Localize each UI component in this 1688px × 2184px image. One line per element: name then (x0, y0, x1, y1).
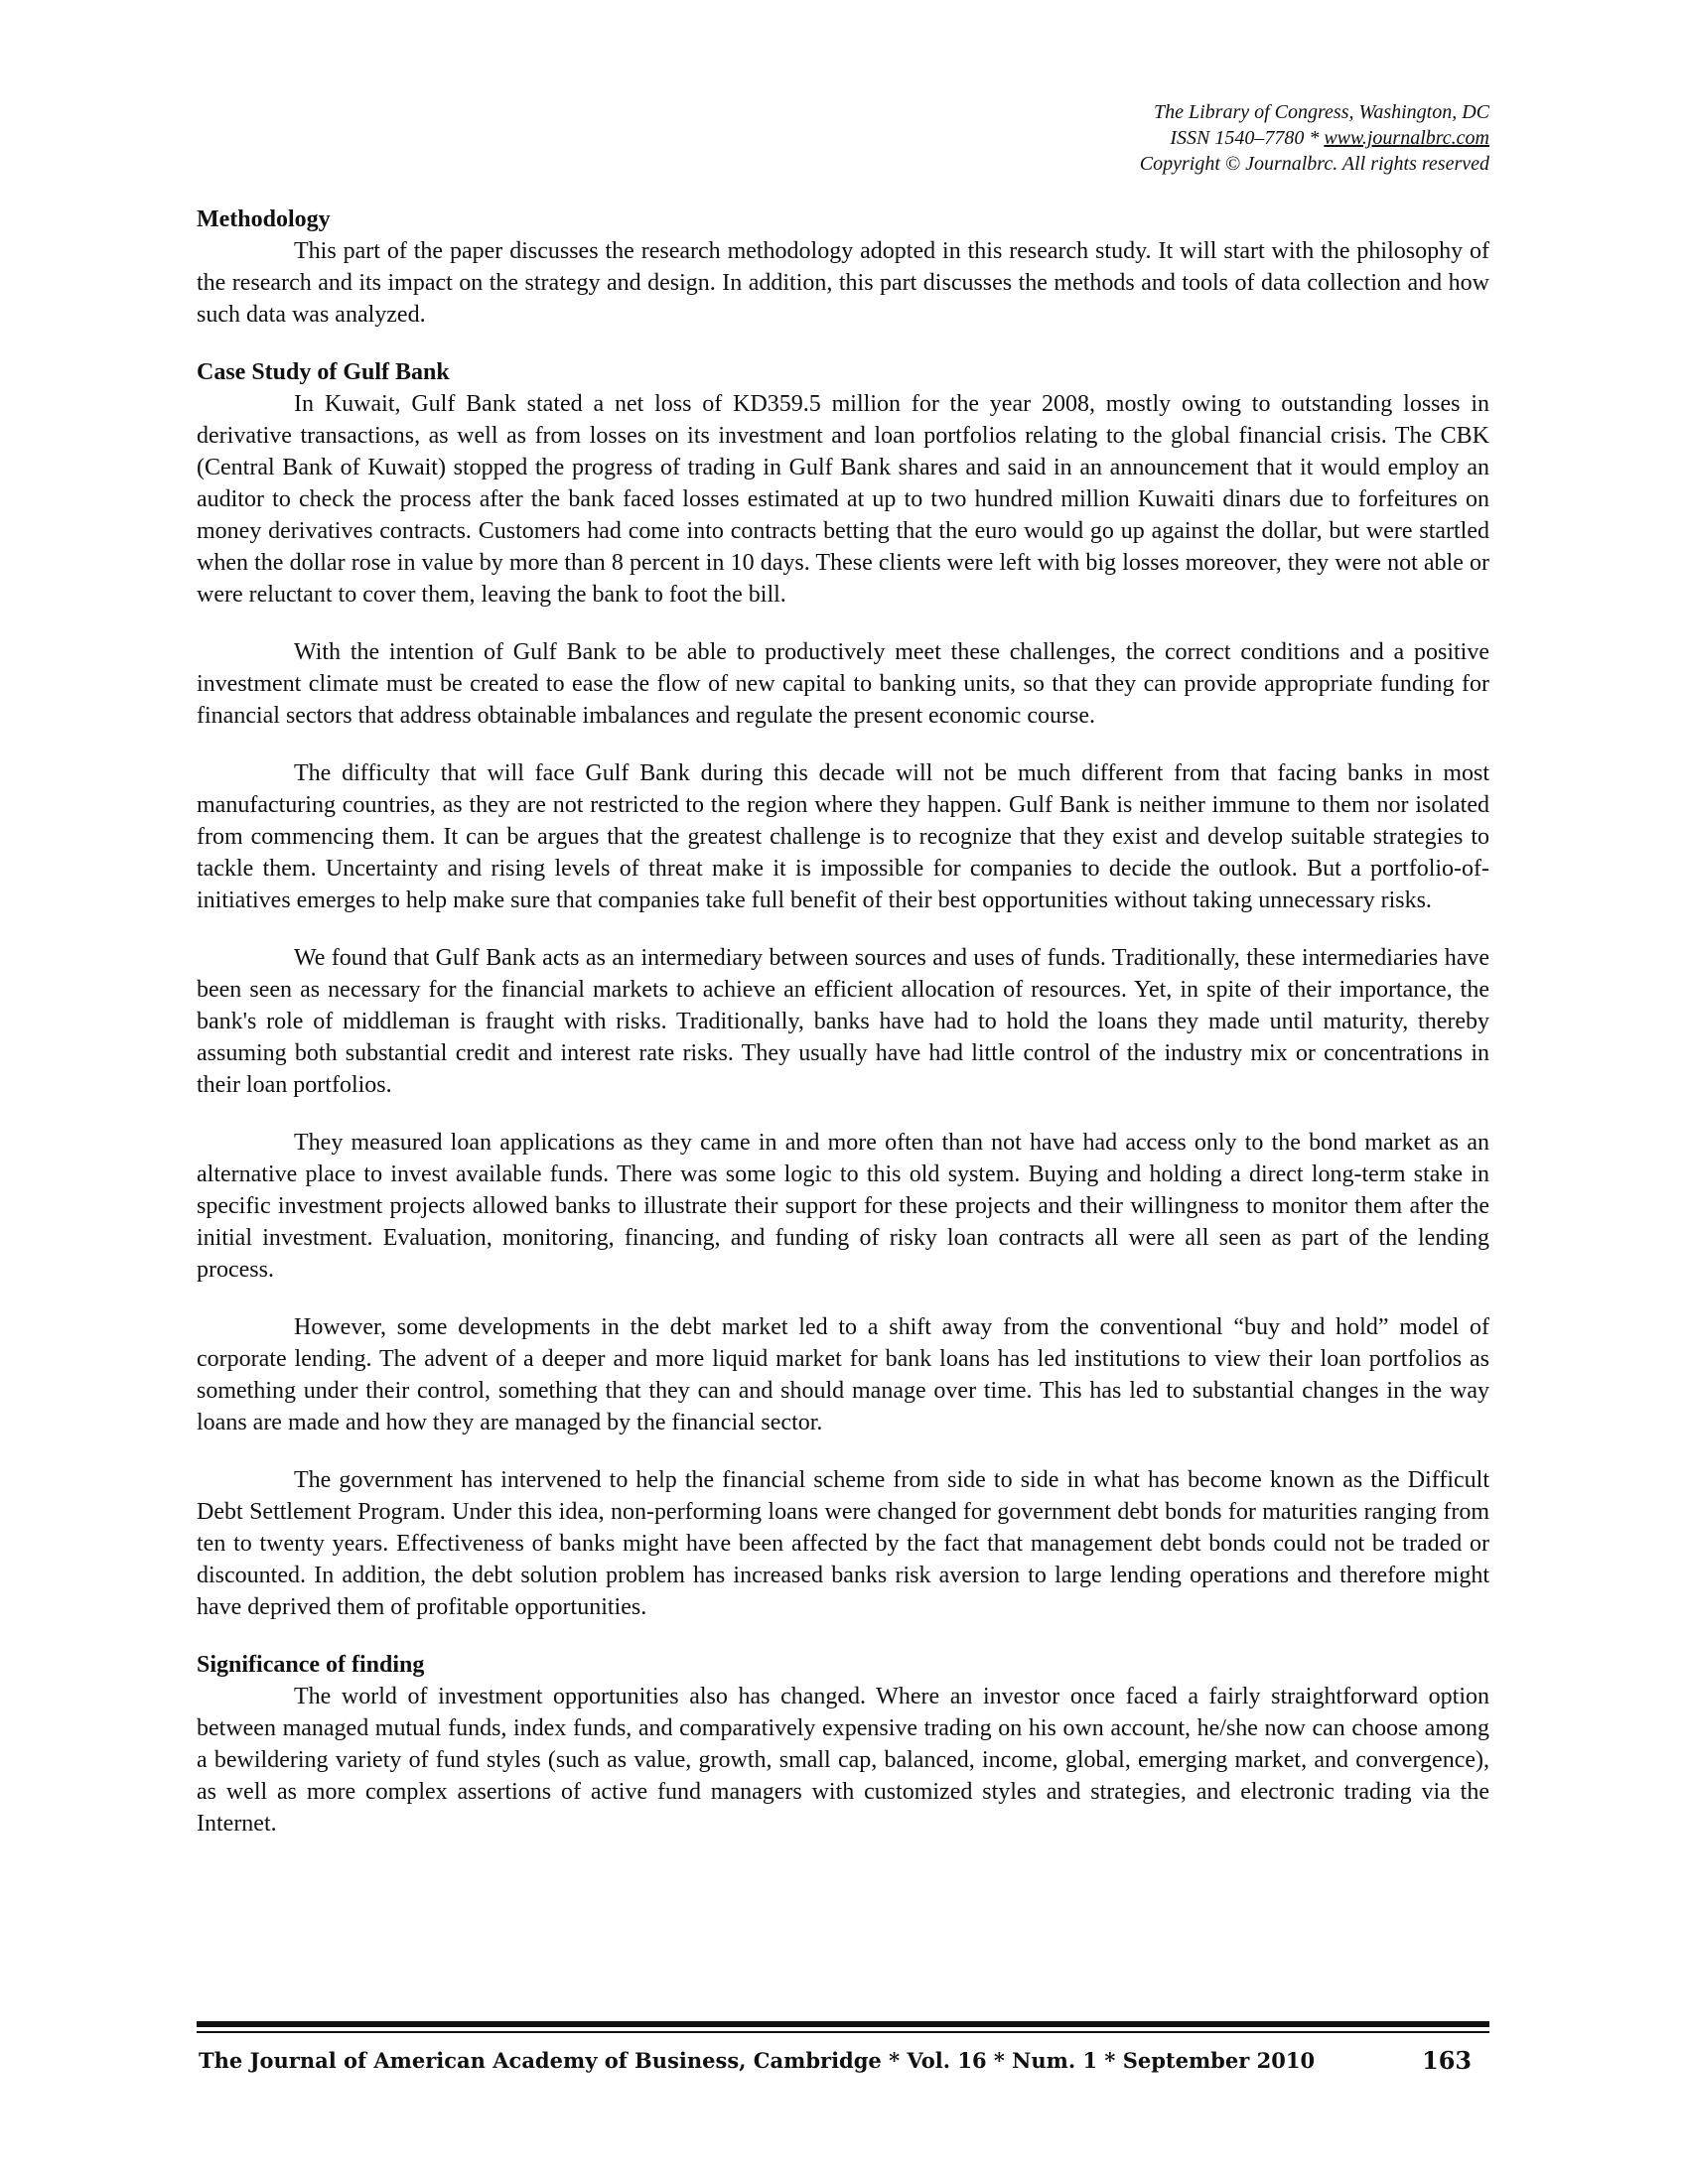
issn-text: ISSN 1540–7780 * (1170, 127, 1325, 149)
section-case-study (197, 356, 1489, 1623)
paragraph: We found that Gulf Bank acts as an intermediary between sources and uses of funds. Traditionally, these intermediaries have been seen as necessary for the financial markets to achieve an efficient allocation of resources. Yet, in spite of their importance, the bank's role of middleman is fraught with risks. Traditionally, banks have had to hold the loans they made until maturity, thereby assuming both substantial credit and interest rate risks. They usually have had little control of the industry mix or concentrations in their loan portfolios. (197, 945, 1489, 1098)
section-heading-significance: Significance of finding (197, 1652, 425, 1678)
paragraph: However, some developments in the debt market led to a shift away from the conventional “buy and hold” model of corporate lending. The advent of a deeper and more liquid market for bank loans has led institutions to view their loan portfolios as something under their control, something that they can and should manage over time. This has led to substantial changes in the way loans are made and how they are managed by the financial sector. (197, 1314, 1489, 1435)
issn-line (1140, 125, 1489, 151)
paragraph: They measured loan applications as they came in and more often than not have had access only to the bond market as an alternative place to invest available funds. There was some logic to this old system. Buying and holding a direct long-term stake in specific investment projects allowed banks to illustrate their support for these projects and their willingness to monitor them after the initial investment. Evaluation, monitoring, financing, and funding of risky loan contracts all were all seen as part of the lending process. (197, 1130, 1489, 1283)
running-header (1140, 99, 1489, 177)
section-significance (197, 1649, 1489, 1840)
section-heading-case-study: Case Study of Gulf Bank (197, 359, 450, 385)
footer-rule-thick (197, 2021, 1489, 2027)
section-methodology (197, 204, 1489, 331)
paragraph: This part of the paper discusses the research methodology adopted in this research study. It will start with the philosophy of the research and its impact on the strategy and design. In addition, this part discusses the methods and tools of data collection and how such data was analyzed. (197, 238, 1489, 328)
paragraph: With the intention of Gulf Bank to be able to productively meet these challenges, the correct conditions and a positive investment climate must be created to ease the flow of new capital to banking units, so that they can provide appropriate funding for financial sectors that address obtainable imbalances and regulate the present economic course. (197, 639, 1489, 729)
copyright-line: Copyright © Journalbrc. All rights reserved (1139, 153, 1489, 175)
section-heading-methodology: Methodology (197, 206, 331, 232)
library-line: The Library of Congress, Washington, DC (1153, 101, 1489, 123)
paragraph: The world of investment opportunities also has changed. Where an investor once faced a fairly straightforward option between managed mutual funds, index funds, and comparatively expensive trading on his own account, he/she now can choose among a bewildering variety of fund styles (such as value, growth, small cap, balanced, income, global, emerging market, and convergence), as well as more complex assertions of active fund managers with customized styles and strategies, and electronic trading via the Internet. (197, 1684, 1489, 1837)
page-number: 163 (1422, 2046, 1473, 2075)
paragraph: In Kuwait, Gulf Bank stated a net loss of KD359.5 million for the year 2008, mostly owing to outstanding losses in derivative transactions, as well as from losses on its investment and loan portfolios relating to the global financial crisis. The CBK (Central Bank of Kuwait) stopped the progress of trading in Gulf Bank shares and said in an announcement that it would employ an auditor to check the process after the bank faced losses estimated at up to two hundred million Kuwaiti dinars due to forfeitures on money derivatives contracts. Customers had come into contracts betting that the euro would go up against the dollar, but were startled when the dollar rose in value by more than 8 percent in 10 days. These clients were left with big losses moreover, they were not able or were reluctant to cover them, leaving the bank to foot the bill. (197, 391, 1489, 608)
journal-url-link[interactable]: www.journalbrc.com (1324, 127, 1489, 149)
article-body (197, 204, 1489, 1865)
journal-citation: The Journal of American Academy of Business, Cambridge * Vol. 16 * Num. 1 * September 2010 (199, 2048, 1316, 2073)
footer-rule-thin (197, 2031, 1489, 2033)
paragraph: The government has intervened to help the financial scheme from side to side in what has become known as the Difficult Debt Settlement Program. Under this idea, non-performing loans were changed for government debt bonds for maturities ranging from ten to twenty years. Effectiveness of banks might have been affected by the fact that management debt bonds could not be traded or discounted. In addition, the debt solution problem has increased banks risk aversion to large lending operations and therefore might have deprived them of profitable opportunities. (197, 1467, 1489, 1620)
paragraph: The difficulty that will face Gulf Bank during this decade will not be much different from that facing banks in most manufacturing countries, as they are not restricted to the region where they happen. Gulf Bank is neither immune to them nor isolated from commencing them. It can be argues that the greatest challenge is to recognize that they exist and develop suitable strategies to tackle them. Uncertainty and rising levels of threat make it is impossible for companies to decide the outlook. But a portfolio-of-initiatives emerges to help make sure that companies take full benefit of their best opportunities without taking unnecessary risks. (197, 760, 1489, 913)
